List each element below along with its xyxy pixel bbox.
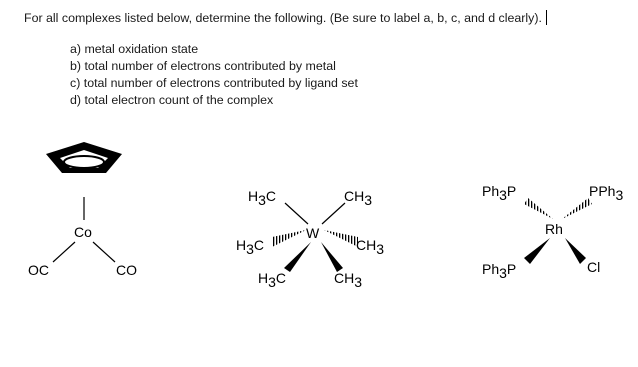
item-b: b) total number of electrons contributed by metal [70, 59, 336, 73]
item-a: a) metal oxidation state [70, 42, 199, 56]
rh-chloride-wedge [565, 238, 586, 264]
metal-rh: Rh [545, 221, 563, 237]
item-c: c) total number of electrons contributed by ligand set [70, 76, 358, 90]
phosphine-bottom-left: Ph3P [482, 261, 517, 281]
carbonyl-left-label: OC [28, 262, 49, 278]
co-carbonyl-bond-right [93, 242, 115, 262]
w-methyl-wedge-bottom-right [321, 242, 343, 272]
methyl-bottom-right: CH3 [334, 270, 363, 290]
methyl-mid-right: CH3 [356, 237, 385, 257]
cyclopentadienyl-ring [46, 142, 122, 173]
w-methyl-wedge-bottom-left [284, 242, 311, 272]
w-methyl-hash-bond-left [272, 230, 306, 247]
chloride-label: Cl [587, 259, 601, 275]
phosphine-top-right: PPh3 [589, 183, 624, 203]
complex-3-wilkinson-catalyst [482, 183, 623, 281]
metal-w: W [306, 225, 320, 241]
complex-1-cpco-dicarbonyl [28, 142, 137, 278]
prompt-text: For all complexes listed below, determine the following. (Be sure to label a, b, c, and d clearly). [24, 10, 542, 25]
carbonyl-right-label: CO [116, 262, 137, 278]
complex-2-hexamethyltungsten [236, 188, 384, 290]
methyl-mid-left: H3C [236, 237, 265, 257]
methyl-top-right: CH3 [344, 188, 373, 208]
rh-phosphine-hash-bond-top-left [524, 198, 553, 219]
w-methyl-bond-top-left [285, 203, 308, 224]
metal-co: Co [74, 224, 92, 240]
rh-phosphine-wedge-bottom-left [524, 238, 550, 264]
phosphine-top-left: Ph3P [482, 183, 517, 203]
methyl-bottom-left: H3C [258, 270, 287, 290]
co-carbonyl-bond-left [53, 242, 75, 262]
w-methyl-hash-bond-right [324, 230, 358, 247]
w-methyl-bond-top-right [322, 203, 345, 224]
methyl-top-left: H3C [248, 188, 277, 208]
rh-phosphine-hash-bond-top-right [562, 198, 592, 219]
item-d: d) total electron count of the complex [70, 93, 274, 107]
